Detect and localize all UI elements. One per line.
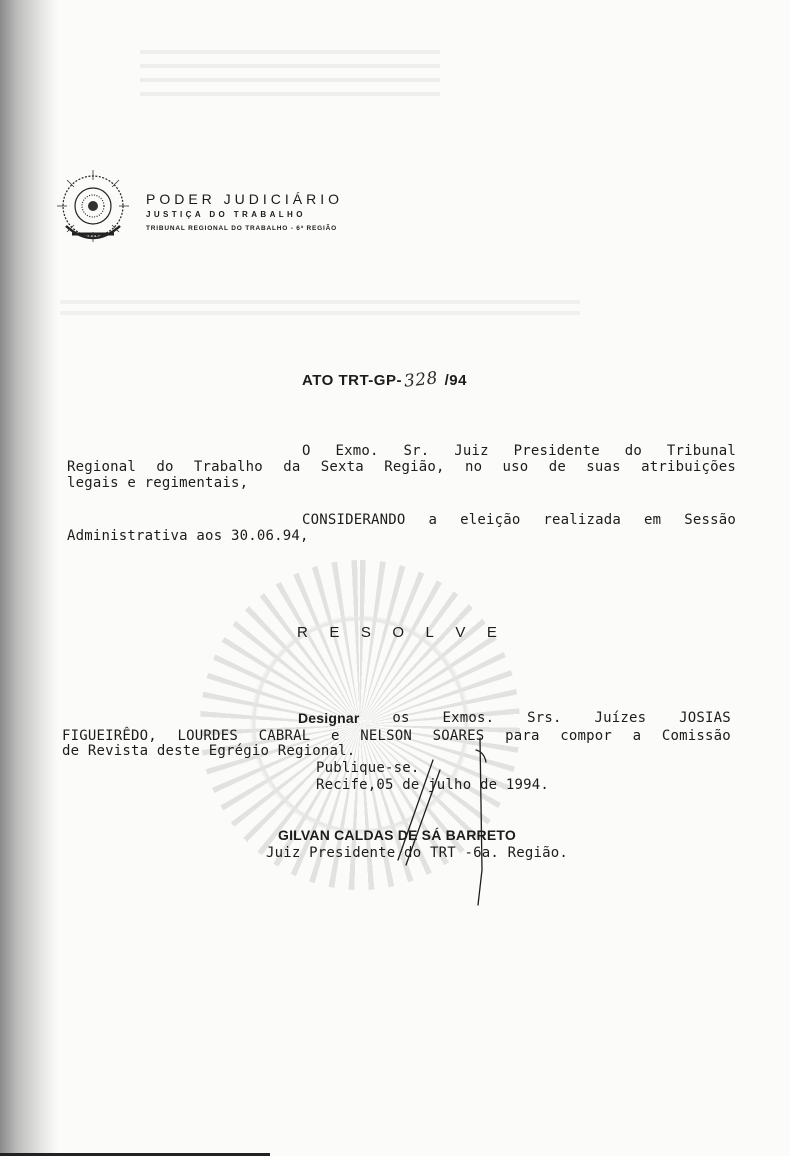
signatory-name: GILVAN CALDAS DE SÁ BARRETO bbox=[278, 827, 516, 843]
act-title bbox=[302, 370, 467, 390]
word: CABRAL bbox=[258, 728, 311, 744]
word: Exmo. bbox=[335, 443, 379, 459]
word: SOARES bbox=[432, 728, 485, 744]
word: CONSIDERANDO bbox=[302, 512, 406, 528]
publish-line: Publique-se. bbox=[316, 760, 420, 776]
word: Região, bbox=[384, 459, 445, 475]
considering-line-1 bbox=[302, 512, 736, 528]
word: JOSIAS bbox=[679, 710, 731, 726]
signatory-role: Juiz Presidente do TRT -6a. Região. bbox=[266, 845, 569, 861]
word: Sr. bbox=[403, 443, 430, 459]
letterhead-justice: JUSTIÇA DO TRABALHO bbox=[146, 210, 306, 219]
handwritten-signature bbox=[378, 730, 518, 910]
word: no bbox=[464, 459, 483, 475]
coat-of-arms-icon bbox=[52, 166, 134, 252]
word: Juiz bbox=[454, 443, 489, 459]
word: Juízes bbox=[594, 710, 647, 726]
word: O bbox=[302, 443, 311, 459]
word: para bbox=[505, 728, 540, 744]
act-number-handwritten: 328 bbox=[403, 368, 439, 392]
word: suas bbox=[586, 459, 621, 475]
word: Sessão bbox=[684, 512, 736, 528]
word: e bbox=[330, 728, 340, 744]
word: atribuições bbox=[641, 459, 736, 475]
place-date-line: Recife,05 de julho de 1994. bbox=[316, 777, 549, 793]
word: em bbox=[644, 512, 662, 528]
letter: R bbox=[297, 624, 308, 641]
letterhead bbox=[146, 191, 343, 232]
word: Srs. bbox=[527, 710, 562, 726]
intro-line-3: legais e regimentais, bbox=[67, 475, 249, 491]
word: Sexta bbox=[320, 459, 364, 475]
word: de bbox=[548, 459, 566, 475]
word: Trabalho bbox=[193, 459, 263, 475]
resolve-heading bbox=[297, 624, 497, 641]
letter: V bbox=[455, 624, 466, 641]
word: LOURDES bbox=[177, 728, 238, 744]
act-title-prefix: ATO TRT-GP- bbox=[302, 372, 402, 389]
designate-keyword: Designar bbox=[298, 710, 360, 726]
letter: L bbox=[425, 624, 434, 641]
act-title-suffix: /94 bbox=[439, 372, 467, 389]
letter: O bbox=[392, 624, 405, 641]
word: FIGUEIRÊDO, bbox=[62, 728, 157, 744]
word: do bbox=[624, 443, 643, 459]
intro-line-1 bbox=[302, 443, 736, 459]
considering-line-2: Administrativa aos 30.06.94, bbox=[67, 528, 309, 544]
bleed-through-text bbox=[140, 50, 440, 100]
designate-line-3: de Revista deste Egrégio Regional. bbox=[62, 743, 356, 759]
word: eleição bbox=[460, 512, 521, 528]
letter: E bbox=[329, 624, 340, 641]
word: Regional bbox=[67, 459, 137, 475]
word: da bbox=[283, 459, 301, 475]
bleed-through-text bbox=[60, 300, 580, 322]
designate-line-1 bbox=[298, 710, 731, 726]
letterhead-tribunal: TRIBUNAL REGIONAL DO TRABALHO - 6ª REGIÃO bbox=[146, 225, 337, 232]
letterhead-power: PODER JUDICIÁRIO bbox=[146, 191, 344, 207]
intro-line-2 bbox=[67, 459, 736, 475]
word: Tribunal bbox=[666, 443, 736, 459]
word: uso bbox=[502, 459, 529, 475]
word: Comissão bbox=[661, 728, 731, 744]
word: Presidente bbox=[513, 443, 600, 459]
word: a bbox=[632, 728, 642, 744]
word: a bbox=[428, 512, 438, 528]
letter: S bbox=[360, 624, 371, 641]
scan-shadow bbox=[0, 0, 58, 1156]
word: compor bbox=[560, 728, 612, 744]
word: do bbox=[156, 459, 174, 475]
word: os bbox=[392, 710, 410, 726]
word: Exmos. bbox=[442, 710, 495, 726]
word: NELSON bbox=[360, 728, 413, 744]
letter: E bbox=[486, 624, 497, 641]
word: realizada bbox=[543, 512, 622, 528]
